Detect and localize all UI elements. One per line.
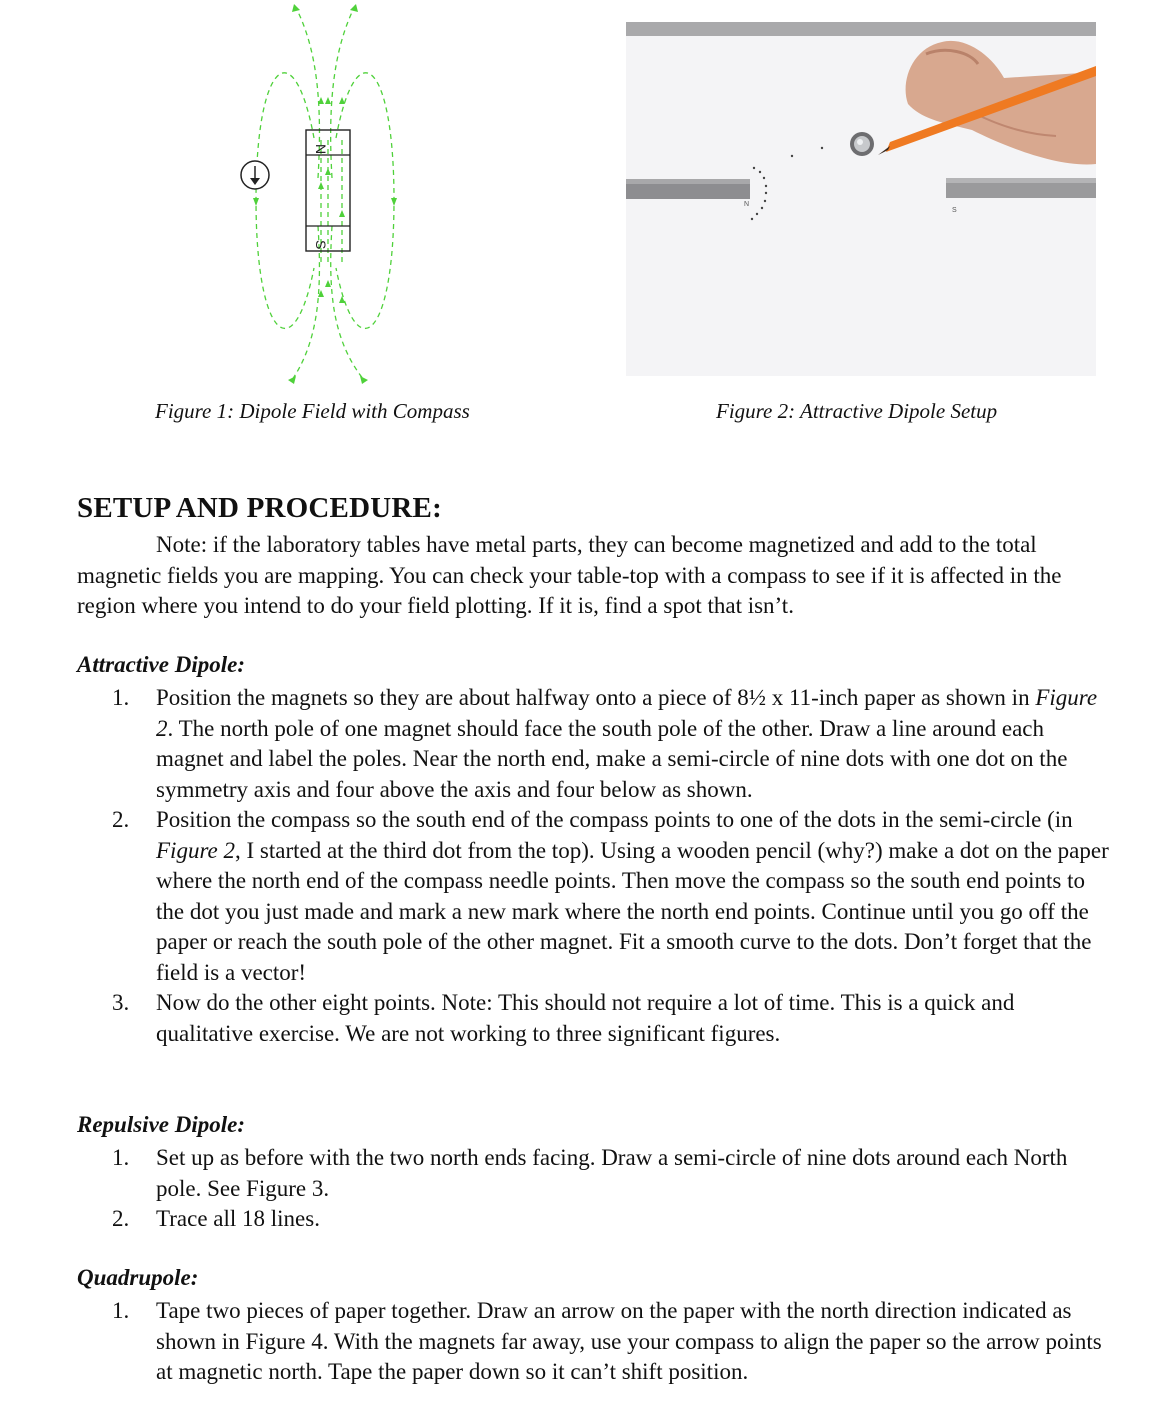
attractive-dipole-photo — [626, 22, 1096, 376]
photo-label-north: N — [744, 201, 750, 208]
list-item: 2. Position the compass so the south end of the compass points to one of the dots in the semi-circle (in Figure 2, I started at the third dot from the top). Using a wooden pencil (why?) make a dot on the paper where the north end of the compass needle points. Then move the compass so the south end points to the dot you just made and mark a new mark where the north end points. Continue until you go off the paper or reach the south pole of the other magnet. Fit a smooth curve to the dots. Don’t forget that the field is a vector! — [112, 807, 1109, 985]
list-item: 2. Trace all 18 lines. — [112, 1206, 320, 1231]
repulsive-steps — [77, 1143, 1112, 1235]
attractive-dipole-heading: Attractive Dipole: — [77, 652, 245, 677]
quadrupole-steps — [77, 1296, 1112, 1388]
dipole-field-diagram — [222, 0, 432, 392]
figure1-caption: Figure 1: Dipole Field with Compass — [155, 399, 470, 423]
list-item: 3. Now do the other eight points. Note: This should not require a lot of time. This is a quick and qualitative exercise. We are not working to three significant figures. — [112, 990, 1015, 1046]
note-paragraph: Note: if the laboratory tables have metal parts, they can become magnetized and add to the total magnetic fields you are mapping. You can check your table-top with a compass to see if it is affected in the region where you intend to do your field plotting. If it is, find a spot that isn’t. — [77, 532, 1062, 618]
section-title: SETUP AND PROCEDURE: — [77, 492, 442, 524]
compass-icon — [241, 161, 269, 189]
list-item: 1. Set up as before with the two north ends facing. Draw a semi-circle of nine dots around each North pole. See Figure 3. — [112, 1145, 1068, 1201]
photo-label-south: S — [952, 207, 957, 214]
figure2-caption: Figure 2: Attractive Dipole Setup — [716, 399, 998, 423]
quadrupole-heading: Quadrupole: — [77, 1265, 199, 1290]
compass-icon — [850, 132, 874, 156]
repulsive-dipole-heading: Repulsive Dipole: — [77, 1112, 245, 1137]
list-item: 1. Position the magnets so they are about halfway onto a piece of 8½ x 11-inch paper as shown in Figure 2. The north pole of one magnet should face the south pole of the other. Draw a line around each magnet and label the poles. Near the north end, make a semi-circle of nine dots with one dot on the symmetry axis and four above the axis and four below as shown. — [112, 685, 1098, 802]
pole-label-south: S — [313, 240, 329, 250]
list-item: 1. Tape two pieces of paper together. Draw an arrow on the paper with the north direction indicated as shown in Figure 4. With the magnets far away, use your compass to align the paper so the arrow points at magnetic north. Tape the paper down so it can’t shift position. — [112, 1298, 1102, 1384]
attractive-steps — [77, 683, 1112, 1049]
pole-label-north: N — [313, 144, 329, 155]
